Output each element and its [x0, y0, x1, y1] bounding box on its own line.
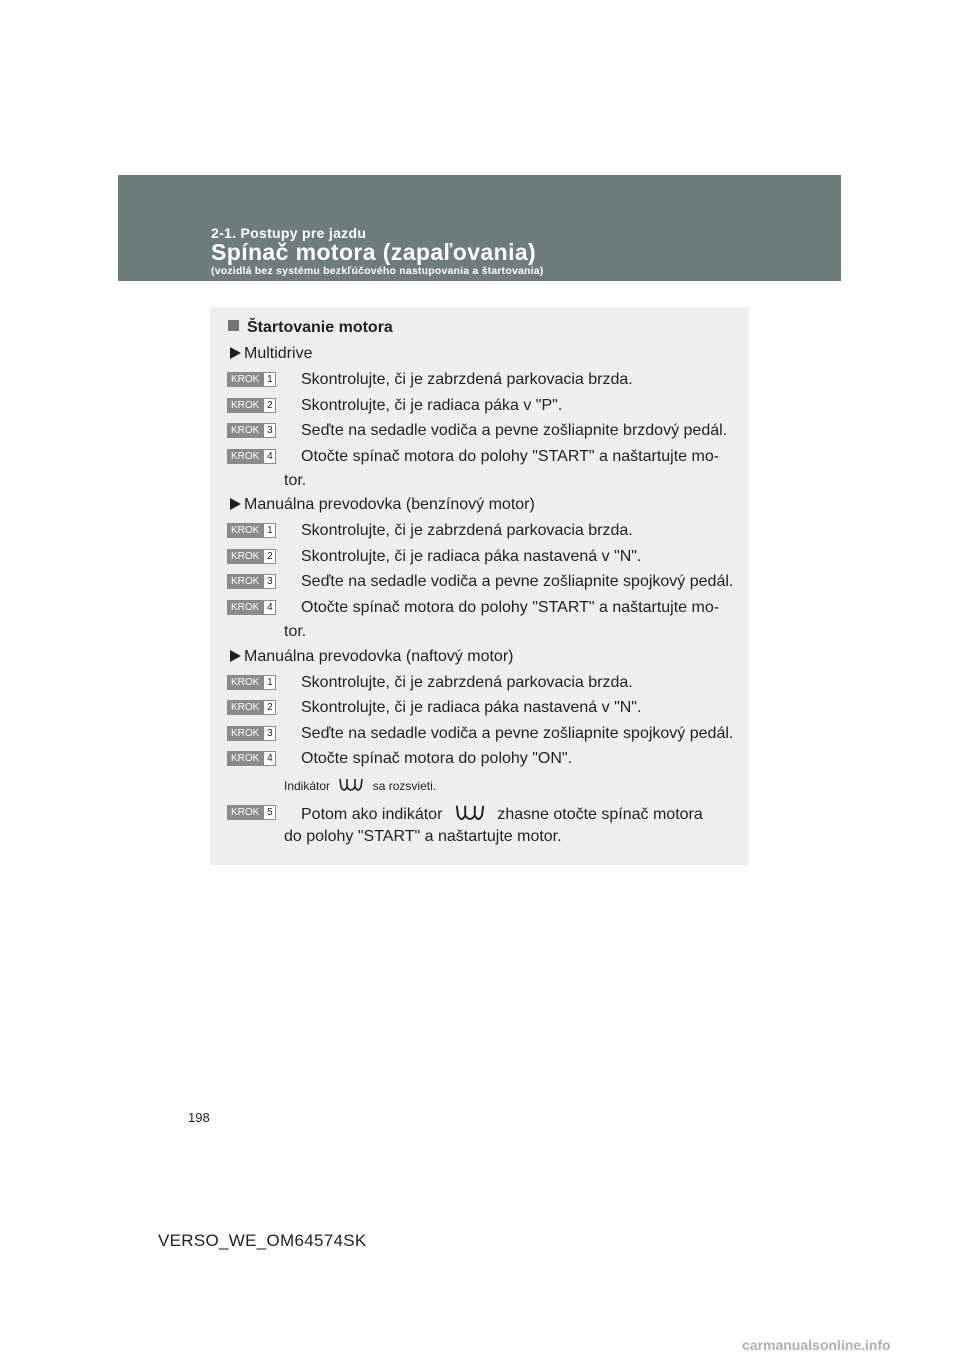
step-badge: KROK 3	[227, 574, 276, 589]
square-bullet-icon	[228, 320, 239, 331]
step-badge: KROK 1	[227, 523, 276, 538]
step-badge: KROK 4	[227, 751, 276, 766]
step-badge: KROK 5	[227, 805, 276, 820]
box-heading: Štartovanie motora	[228, 316, 393, 340]
page-number: 198	[188, 1110, 210, 1125]
step-continuation: tor.	[284, 472, 307, 489]
subsection-manual-petrol: Manuálna prevodovka (benzínový motor)	[230, 493, 535, 517]
page-title: Spínač motora (zapaľovania)	[211, 239, 537, 265]
subsection-manual-diesel: Manuálna prevodovka (naftový motor)	[230, 645, 513, 669]
triangle-bullet-icon	[230, 347, 241, 359]
step-badge: KROK 2	[227, 398, 276, 413]
starting-engine-box: Štartovanie motora Multidrive KROK 1 Skontrolujte, či je zabrzdená parkovacia brzda. KROK 2 Skontrolujte, či je radiaca páka v "P". KROK 3 Seďte na sedadle vodiča a pevne zošliapnite brzdový pedál. KROK 4 Otočte spínač motora do polohy "START" a naštartujte mo- tor. Manuálna prevodovka (benzínový motor) KROK 1 Skontrolujte, či je zabrzdená parkovacia brzda. KROK 2 Skontrolujte, či je radiaca páka nastavená v "N". KROK 3 Seďte na sedadle vodiča a pevne zošliapnite spojkový pedál. KROK 4 Otočte spínač motora do polohy "START" a naštartujte mo- tor. Manuálna prevodovka (naftový motor) KROK 1 Skontrolujte, či je zabrzdená parkovacia brzda. KROK 2 Skontrolujte, či je radiaca páka nastavená v "N". KROK 3 Seďte na sedadle vodiča a pevne zošliapnite spojkový pedál. KROK 4 Otočte spínač motora do polohy "ON". Indikátor sa rozsvieti. KROK 5 Potom ako indikátor zhasne otočte spínač motora do polohy "START" a naštartujte motor.	[210, 307, 749, 865]
page-subtitle: (vozidlá bez systému bezkľúčového nastupovania a štartovania)	[211, 265, 544, 277]
step-continuation: tor.	[284, 623, 307, 640]
step-badge: KROK 1	[227, 675, 276, 690]
step-badge: KROK 1	[227, 372, 276, 387]
step-badge: KROK 2	[227, 549, 276, 564]
document-code: VERSO_WE_OM64574SK	[158, 1231, 367, 1250]
step-badge: KROK 2	[227, 700, 276, 715]
triangle-bullet-icon	[230, 650, 241, 662]
section-header	[118, 175, 841, 281]
step-badge: KROK 3	[227, 726, 276, 741]
glow-plug-indicator-icon	[333, 775, 369, 795]
subsection-multidrive: Multidrive	[230, 342, 312, 366]
step-badge: KROK 4	[227, 449, 276, 464]
section-label: 2-1. Postupy pre jazdu	[211, 225, 367, 241]
step-continuation: do polohy "START" a naštartujte motor.	[284, 828, 562, 845]
triangle-bullet-icon	[230, 498, 241, 510]
watermark: carmanualsonline.info	[742, 1337, 891, 1353]
glow-plug-indicator-icon	[447, 801, 493, 825]
step-badge: KROK 3	[227, 423, 276, 438]
indicator-note: Indikátor sa rozsvieti.	[284, 774, 436, 798]
step-badge: KROK 4	[227, 600, 276, 615]
